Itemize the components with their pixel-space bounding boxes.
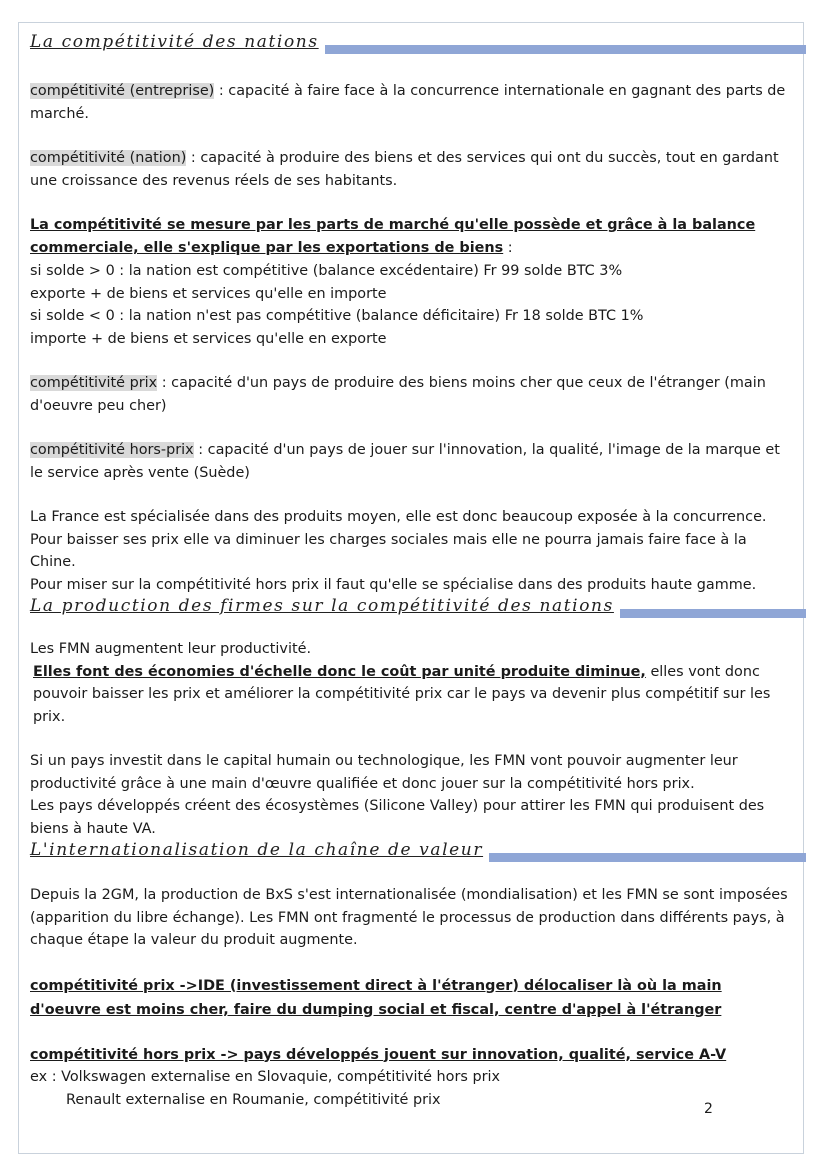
balance-line: si solde < 0 : la nation n'est pas compétitive (balance déficitaire) Fr 18 solde BTC 1%	[30, 308, 644, 324]
nonprice-statement	[30, 1044, 792, 1067]
term-highlight: compétitivité hors-prix	[30, 442, 194, 458]
definition-text: : capacité d'un pays de produire des biens moins cher que ceux de l'étranger (main d'oeuvre peu cher)	[30, 375, 766, 414]
definition-enterprise	[30, 80, 792, 125]
history-paragraph: Depuis la 2GM, la production de BxS s'est internationalisée (mondialisation) et les FMN se sont imposées (apparition du libre échange). Les FMN ont fragmenté le processus de production dans différents pays, à chaque étape la valeur du produit augmente.	[30, 887, 788, 948]
definition-price	[30, 372, 792, 417]
page-number: 2	[704, 1101, 713, 1117]
definition-text: : capacité d'un pays de jouer sur l'innovation, la qualité, l'image de la marque et le service après vente (Suède)	[30, 442, 780, 481]
section-title: La compétitivité des nations	[30, 32, 319, 52]
heading-accent-bar	[325, 45, 806, 54]
section-title: La production des firmes sur la compétitivité des nations	[30, 596, 614, 616]
section-heading-chaine-valeur	[30, 836, 792, 866]
capital-paragraph: Les pays développés créent des écosystèmes (Silicone Valley) pour attirer les FMN qui produisent des biens à haute VA.	[30, 798, 765, 837]
balance-line: si solde > 0 : la nation est compétitive (balance excédentaire) Fr 99 solde BTC 3%	[30, 263, 623, 279]
economies-paragraph	[30, 661, 792, 729]
section-heading-production	[30, 592, 792, 620]
example-line: ex : Volkswagen externalise en Slovaquie, compétitivité hors prix	[30, 1069, 501, 1085]
colon-text: :	[503, 240, 513, 256]
underlined-text: La compétitivité se mesure par les parts de marché qu'elle possède et grâce à la balance commerciale, elle s'explique par les exportations de biens	[30, 217, 756, 256]
definition-text: : capacité à produire des biens et des services qui ont du succès, tout en gardant une croissance des revenus réels de ses habitants.	[30, 150, 779, 189]
france-paragraph: La France est spécialisée dans des produits moyen, elle est donc beaucoup exposée à la concurrence.	[30, 509, 767, 525]
term-highlight: compétitivité prix	[30, 375, 158, 391]
france-paragraph: Pour baisser ses prix elle va diminuer les charges sociales mais elle ne pourra jamais faire face à la Chine.	[30, 531, 747, 570]
document-body	[30, 28, 792, 1111]
paragraph-text: elles vont donc pouvoir baisser les prix et améliorer la compétitivité prix car le pays va devenir plus compétitif sur les prix.	[33, 663, 771, 725]
heading-accent-bar	[620, 609, 806, 618]
underlined-text: Elles font des économies d'échelle donc le coût par unité produite diminue,	[33, 663, 646, 680]
france-paragraph: Pour miser sur la compétitivité hors prix il faut qu'elle se spécialise dans des produits haute gamme.	[30, 576, 757, 593]
measure-statement	[30, 214, 792, 260]
fmn-line: Les FMN augmentent leur productivité.	[30, 641, 312, 657]
underlined-text: compétitivité prix ->IDE (investissement direct à l'étranger) délocaliser là où la main d'oeuvre est moins cher, faire du dumping social et fiscal, centre d'appel à l'étranger	[30, 977, 722, 1018]
balance-line: exporte + de biens et services qu'elle en importe	[30, 285, 387, 302]
ide-statement	[30, 974, 792, 1022]
balance-line: importe + de biens et services qu'elle en exporte	[30, 330, 387, 347]
term-highlight: compétitivité (nation)	[30, 150, 187, 166]
section-heading-competitivite	[30, 28, 792, 60]
underlined-text: compétitivité hors prix -> pays développés jouent sur innovation, qualité, service A-V	[30, 1046, 727, 1063]
example-line: Renault externalise en Roumanie, compétitivité prix	[66, 1091, 441, 1108]
section-title: L'internationalisation de la chaîne de valeur	[30, 840, 484, 860]
term-highlight: compétitivité (entreprise)	[30, 83, 215, 99]
definition-nonprice	[30, 439, 792, 484]
definition-text: : capacité à faire face à la concurrence internationale en gagnant des parts de marché.	[30, 83, 786, 122]
definition-nation	[30, 147, 792, 192]
heading-accent-bar	[489, 853, 806, 862]
capital-paragraph: Si un pays investit dans le capital humain ou technologique, les FMN vont pouvoir augmenter leur productivité grâce à une main d'œuvre qualifiée et donc jouer sur la compétitivité hors prix.	[30, 753, 738, 792]
